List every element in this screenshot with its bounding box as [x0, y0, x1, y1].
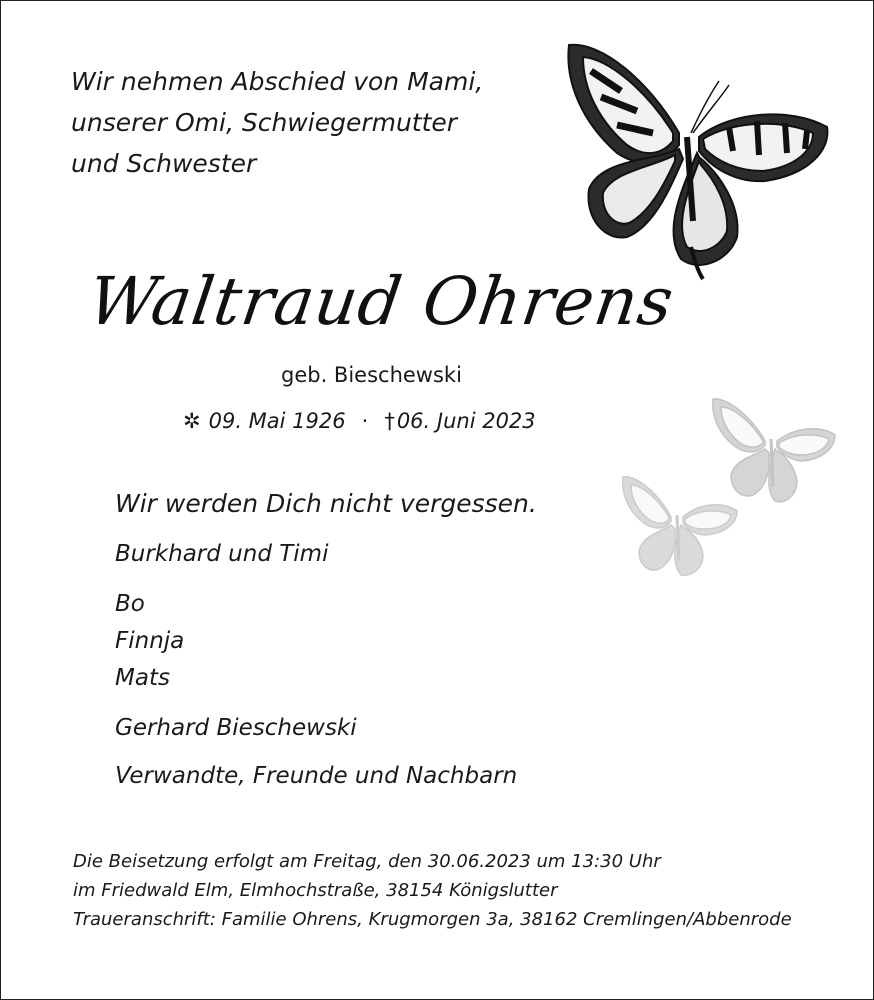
date-separator: · [361, 409, 369, 433]
mourning-address: Traueranschrift: Familie Ohrens, Krugmorgen 3a, 38162 Cremlingen/Abbenrode [73, 909, 792, 930]
birth-star-icon: ✲ [183, 409, 201, 433]
faded-butterfly-icon [617, 471, 741, 579]
intro-line: unserer Omi, Schwiegermutter [71, 108, 458, 137]
grandchild-name: Finnja [115, 628, 185, 654]
funeral-info [73, 847, 792, 934]
grandchild-name: Bo [115, 591, 145, 617]
deceased-name: Waltraud Ohrens [83, 263, 679, 340]
intro-line: Wir nehmen Abschied von Mami, [71, 67, 484, 96]
swallowtail-butterfly-icon [561, 41, 833, 281]
death-date: 06. Juni 2023 [396, 409, 536, 433]
maiden-name: geb. Bieschewski [281, 363, 462, 387]
intro-line: und Schwester [71, 149, 257, 178]
mourner-couple: Burkhard und Timi [115, 541, 329, 567]
funeral-info-line: im Friedwald Elm, Elmhochstraße, 38154 Königslutter [73, 880, 558, 901]
motto: Wir werden Dich nicht vergessen. [115, 489, 537, 518]
death-cross-icon: † [384, 409, 395, 433]
funeral-info-line: Die Beisetzung erfolgt am Freitag, den 30.06.2023 um 13:30 Uhr [73, 851, 661, 872]
other-mourners: Verwandte, Freunde und Nachbarn [115, 763, 518, 789]
birth-date: 09. Mai 1926 [208, 409, 346, 433]
grandchild-name: Mats [115, 665, 170, 691]
sibling-name: Gerhard Bieschewski [115, 715, 357, 741]
intro-text [71, 61, 483, 184]
life-dates [183, 409, 536, 433]
